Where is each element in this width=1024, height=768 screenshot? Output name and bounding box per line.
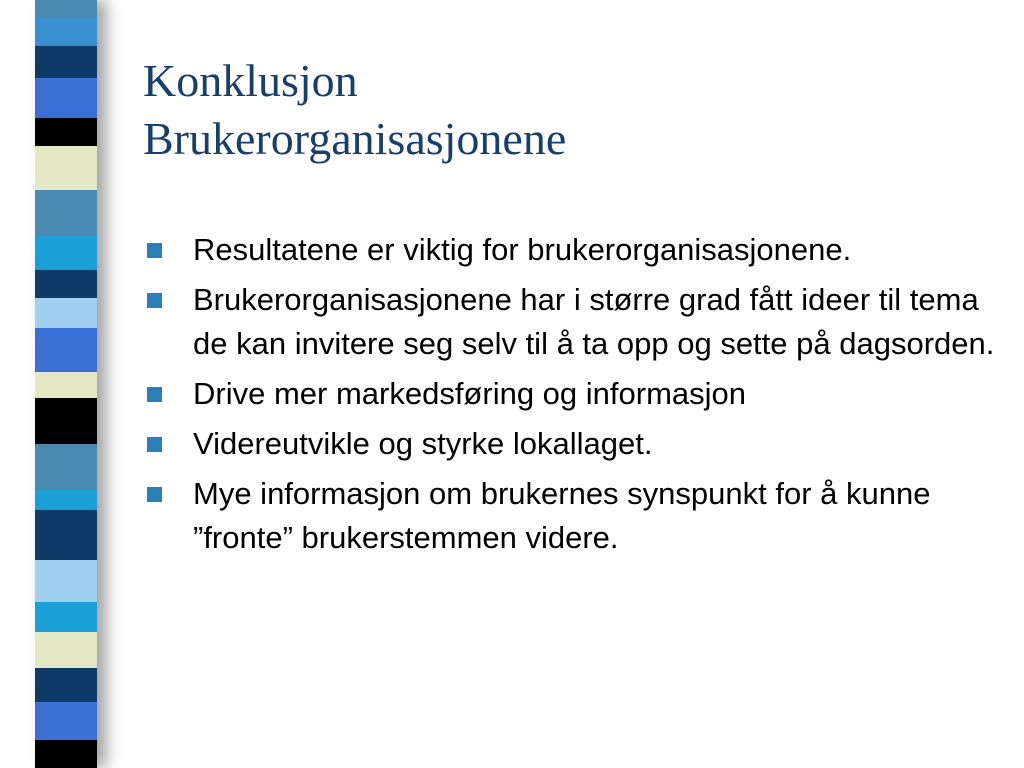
title-line-1: Konklusjon — [143, 55, 358, 106]
bullet-text: Drive mer markedsføring og informasjon — [193, 376, 747, 411]
stripe-band — [35, 490, 97, 510]
stripe-band — [35, 270, 97, 298]
stripe-band — [35, 118, 97, 146]
bullet-list — [143, 228, 1003, 566]
stripe-band — [35, 78, 97, 118]
stripe-band — [35, 190, 97, 236]
bullet-text: Resultatene er viktig for brukerorganisasjonene. — [193, 232, 852, 267]
square-bullet-icon — [147, 243, 162, 258]
stripe-band — [35, 298, 97, 328]
stripe-band — [35, 328, 97, 372]
stripe-band — [35, 146, 97, 190]
decorative-stripe-column — [35, 0, 97, 768]
square-bullet-icon — [147, 387, 162, 402]
stripe-band — [35, 632, 97, 668]
bullet-text: Mye informasjon om brukernes synspunkt for å kunne ”fronte” brukerstemmen videre. — [193, 476, 931, 555]
stripe-band — [35, 398, 97, 444]
stripe-band — [35, 560, 97, 602]
stripe-band — [35, 46, 97, 78]
stripe-band — [35, 668, 97, 702]
bullet-item — [143, 228, 1003, 272]
stripe-band — [35, 740, 97, 768]
stripe-band — [35, 0, 97, 18]
bullet-item — [143, 472, 1003, 560]
title-line-2: Brukerorganisasjonene — [143, 113, 567, 164]
square-bullet-icon — [147, 437, 162, 452]
stripe-band — [35, 602, 97, 632]
square-bullet-icon — [147, 487, 162, 502]
bullet-text: Brukerorganisasjonene har i større grad fått ideer til tema de kan invitere seg selv til å ta opp og sette på dagsorden. — [193, 282, 995, 361]
stripe-band — [35, 372, 97, 398]
stripe-band — [35, 510, 97, 560]
square-bullet-icon — [147, 293, 162, 308]
stripe-band — [35, 444, 97, 490]
bullet-text: Videreutvikle og styrke lokallaget. — [193, 426, 653, 461]
bullet-item — [143, 422, 1003, 466]
stripe-band — [35, 236, 97, 270]
slide-title — [143, 52, 983, 168]
bullet-item — [143, 278, 1003, 366]
stripe-band — [35, 702, 97, 740]
stripe-band — [35, 18, 97, 46]
bullet-item — [143, 372, 1003, 416]
